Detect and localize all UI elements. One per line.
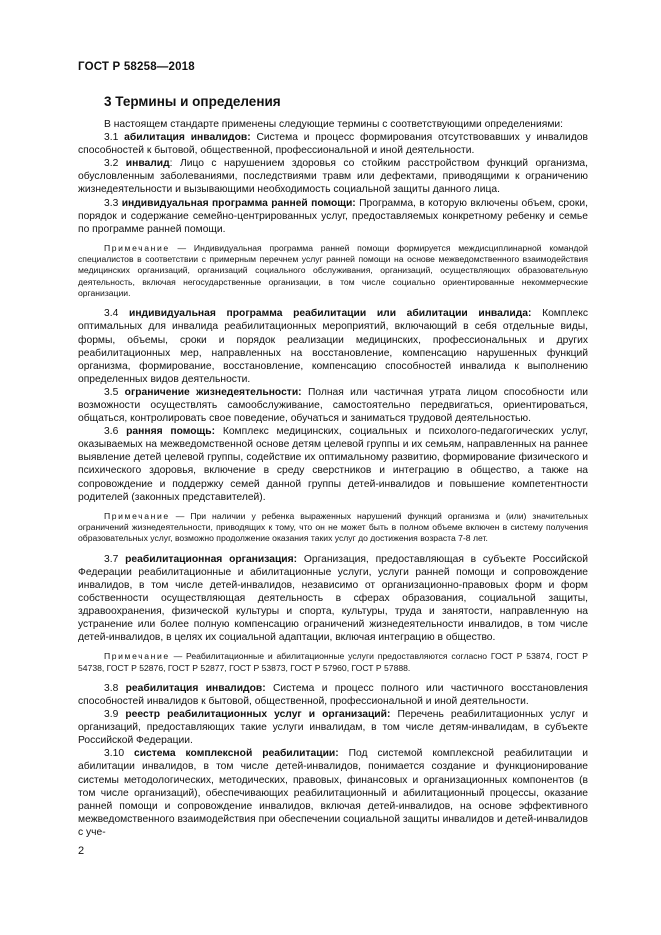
term-number: 3.7 [104, 553, 119, 565]
term-name: индивидуальная программа ранней помощи: [121, 197, 356, 209]
term-3-5 [78, 386, 588, 425]
note-text: При наличии у ребенка выраженных нарушений функций организма и (или) значительных ограничений жизнедеятельности, приводящих к тому, что он не может быть в полном объеме включен в систему получения образовательных услуг, возможно продолжение оказания таких услуг до достижения возраста 7-8 лет. [78, 510, 588, 544]
term-definition: Система и процесс полного или частичного восстановления способностей инвалидов к бытовой, общественной, профессиональной и иной деятельности. [78, 682, 588, 707]
note-label: Примечание [104, 242, 170, 253]
note-text: Реабилитационные и абилитационные услуги предоставляются согласно ГОСТ Р 53874, ГОСТ Р 54738, ГОСТ Р 52876, ГОСТ Р 52877, ГОСТ Р 53873, ГОСТ Р 57960, ГОСТ Р 57888. [78, 651, 588, 673]
term-name: реестр реабилитационных услуг и организаций: [125, 709, 391, 721]
note-dash: — [169, 510, 191, 521]
term-number: 3.1 [104, 132, 119, 144]
term-definition: Под системой комплексной реабилитации и абилитации инвалидов, в том числе детей-инвалидов, понимается создание и функционирование системы методологических, методических, правовых, финансовых и организационных компонентов (в том числе организаций), обеспечивающих реабилитационный и абилитационный процессы, оказание ранней помощи и сопровождение инвалидов, включая детей-инвалидов, на основе эффективного межведомственного взаимодействия при обеспечении социальной защиты инвалидов и детей-инвалидов с уче- [78, 748, 588, 838]
term-3-4 [78, 307, 588, 386]
term-name: ограничение жизнедеятельности: [124, 386, 302, 398]
term-name: система комплексной реабилитации: [133, 748, 339, 760]
term-definition: Программа, в которую включены объем, сроки, порядок и содержание семейно-центрированных услуг, предоставляемых конкретному ребенку и семье по программе ранней помощи. [78, 197, 588, 235]
document-body [78, 118, 588, 839]
term-name: реабилитационная организация: [125, 553, 298, 565]
term-number: 3.8 [104, 682, 119, 694]
page-number: 2 [78, 845, 85, 857]
term-3-8 [78, 682, 588, 708]
note-label: Примечание [104, 510, 170, 521]
term-3-3 [78, 197, 588, 236]
term-name: инвалид [125, 158, 170, 170]
term-number: 3.9 [104, 709, 119, 721]
intro-paragraph: В настоящем стандарте применены следующие термины с соответствующими определениями: [104, 119, 564, 130]
term-3-7 [78, 553, 588, 645]
term-name: индивидуальная программа реабилитации или абилитации инвалида: [128, 308, 532, 320]
term-name: ранняя помощь: [126, 426, 216, 438]
term-3-1 [78, 131, 588, 157]
section-title: 3 Термины и определения [104, 94, 281, 109]
note-dash: — [169, 242, 194, 253]
term-definition: Система и процесс формирования отсутствовавших у инвалидов способностей к бытовой, общественной, профессиональной и иной деятельности. [78, 132, 588, 157]
term-number: 3.5 [104, 386, 119, 398]
term-3-10 [78, 747, 588, 839]
term-number: 3.6 [104, 426, 119, 438]
note-3-3 [78, 243, 588, 299]
term-definition: Полная или частичная утрата лицом способности или возможности осуществлять самообслуживание, самостоятельно передвигаться, ориентироваться, общаться, контролировать свое поведение, обучаться и заниматься трудовой деятельностью. [78, 386, 588, 425]
note-3-7 [78, 651, 588, 674]
term-name: абилитация инвалидов: [124, 132, 251, 144]
note-text: Индивидуальная программа ранней помощи формируется междисциплинарной командой специалистов в соответствии с примерным перечнем услуг ранней помощи на основе межведомственного взаимодействия медицинских организаций, организаций социального обслуживания, организаций, осуществляющих образовательную деятельность, включая негосударственные организации, в том числе социально ориентированные некоммерческие организации. [78, 242, 588, 299]
term-definition: Комплекс оптимальных для инвалида реабилитационных мероприятий, включающий в себя отдельные виды, формы, объемы, сроки и порядок реализации медицинских, профессиональных и других реабилитационных мер, направленных на восстановление, компенсацию нарушенных функций организма, формирование, восстановление, компенсацию способностей инвалида к выполнению определенных видов деятельности. [78, 308, 588, 385]
note-3-6 [78, 511, 588, 545]
term-3-6 [78, 425, 588, 504]
term-3-9 [78, 708, 588, 747]
note-dash: — [169, 651, 186, 662]
term-number: 3.10 [104, 748, 125, 760]
term-definition: Организация, предоставляющая в субъекте Российской Федерации реабилитационные и абилитационные услуги, услуги ранней помощи и сопровождение инвалидов, в том числе детей-инвалидов, независимо от организационно-правовых форм и форм собственности осуществляющая деятельность в сферах образования, социальной защиты, здравоохранения, физической культуры и спорта, культуры, труда и занятости, направленную на устранение или более полную компенсацию ограничений жизнедеятельности инвалидов, в том числе детей-инвалидов, в целях их социальной адаптации, включая интеграцию в общество. [78, 553, 588, 644]
term-number: 3.3 [104, 197, 119, 209]
note-label: Примечание [104, 651, 170, 662]
term-definition: : Лицо с нарушением здоровья со стойким расстройством функций организма, обусловленным заболеваниями, последствиями травм или дефектами, приводящими к ограничению жизнедеятельности и вызывающими необходимость социальной защиты данного лица. [78, 158, 588, 196]
term-number: 3.2 [104, 158, 119, 170]
term-number: 3.4 [104, 308, 119, 320]
term-name: реабилитация инвалидов: [125, 682, 266, 694]
term-definition: Перечень реабилитационных услуг и организаций, предоставляющих такие услуги инвалидам, в том числе детям-инвалидам, в субъекте Российской Федерации. [78, 709, 588, 747]
term-3-2 [78, 157, 588, 196]
term-definition: Комплекс медицинских, социальных и психолого-педагогических услуг, оказываемых на межведомственной основе детям целевой группы и их семьям, направленных на раннее выявление детей целевой группы, содействие их оптимальному развитию, формирование физического и психического здоровья, включение в среду сверстников и интеграцию в общество, а также на сопровождение и поддержку семей данной группы детей-инвалидов и повышение компетентности родителей (законных представителей). [78, 426, 588, 503]
document-code: ГОСТ Р 58258—2018 [78, 61, 195, 73]
